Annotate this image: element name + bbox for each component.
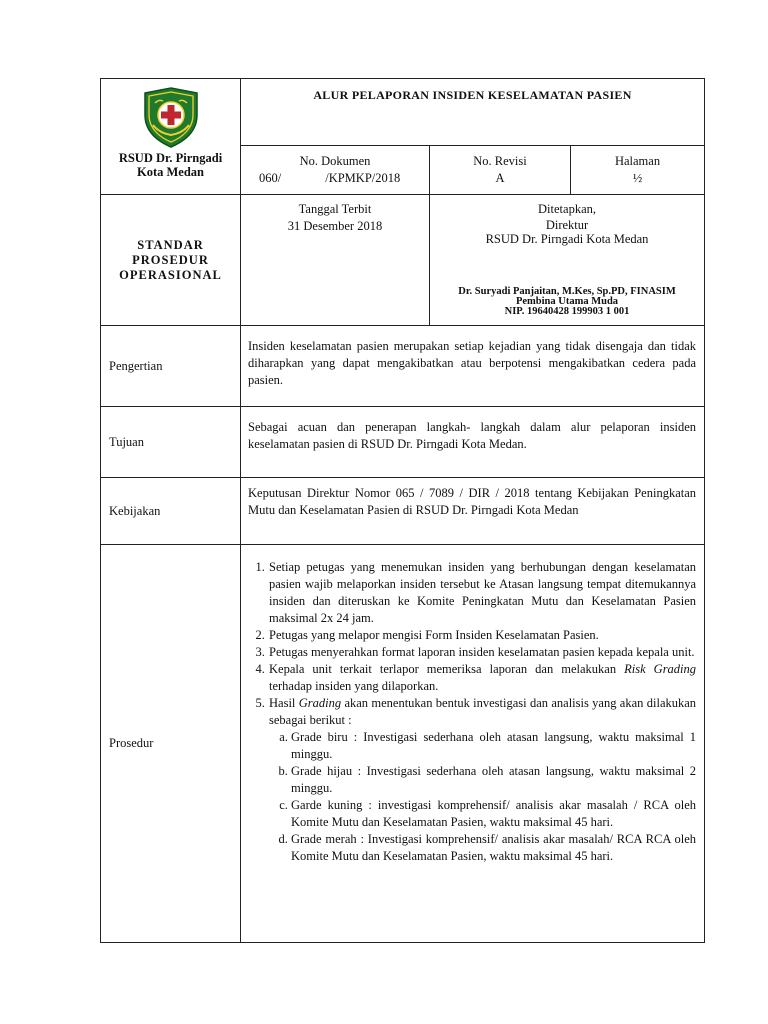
sop-line1: STANDAR: [137, 237, 204, 252]
logo-cell: [101, 79, 241, 195]
doc-number-cell: [241, 146, 430, 195]
kebijakan-text: Keputusan Direktur Nomor 065 / 7089 / DIR / 2018 tentang Kebijakan Peningkatan Mutu dan Keselamatan Pasien di RSUD Dr. Pirngadi Kota Medan: [241, 478, 705, 545]
doc-number-suffix: /KPMKP/2018: [325, 171, 401, 185]
tujuan-label: Tujuan: [101, 407, 241, 478]
issue-date: 31 Desember 2018: [287, 219, 383, 233]
organization-line2: Kota Medan: [136, 165, 204, 179]
step4-text-after: terhadap insiden yang dilaporkan.: [269, 679, 439, 693]
organization-line1: RSUD Dr. Pirngadi: [118, 151, 223, 165]
sop-line3: OPERASIONAL: [119, 267, 222, 282]
step3-text: Petugas menyerahkan format laporan insiden keselamatan pasien kepada kepala unit.: [269, 645, 695, 659]
step2-text: Petugas yang melapor mengisi Form Insiden Keselamatan Pasien.: [269, 628, 599, 642]
prosedur-label: Prosedur: [101, 545, 241, 943]
grade-item-merah: d. Grade merah : Investigasi komprehensif/ analisis akar masalah/ RCA RCA oleh Komite Mutu dan Keselamatan Pasien, waktu maksimal 45 hari.: [291, 831, 696, 865]
revision-cell: [430, 146, 571, 195]
pengertian-label: Pengertian: [101, 326, 241, 407]
document-title: ALUR PELAPORAN INSIDEN KESELAMATAN PASIEN: [241, 79, 705, 146]
sop-table: [100, 78, 705, 943]
issue-label: Tanggal Terbit: [298, 202, 372, 216]
signer-nip: NIP. 19640428 199903 1 001: [504, 306, 630, 317]
doc-number-value: [241, 170, 429, 187]
step5-italic: Grading: [298, 696, 342, 710]
step5-text-before: Hasil: [269, 696, 299, 710]
procedure-step-4: [268, 661, 696, 695]
pengertian-text: Insiden keselamatan pasien merupakan setiap kejadian yang tidak disengaja dan tidak diharapkan yang dapat mengakibatkan atau berpotensi mengakibatkan cedera pada pasien.: [241, 326, 705, 407]
revision-label: No. Revisi: [473, 154, 527, 168]
organization-name: [101, 151, 240, 179]
approved-line2: Direktur: [545, 218, 589, 232]
procedure-steps: [248, 559, 696, 865]
grade-item-hijau: b. Grade hijau : Investigasi sederhana oleh atasan langsung, waktu maksimal 2 minggu.: [291, 763, 696, 797]
tujuan-text: Sebagai acuan dan penerapan langkah- langkah dalam alur pelaporan insiden keselamatan pasien di RSUD Dr. Pirngadi Kota Medan.: [241, 407, 705, 478]
procedure-step-5: [268, 695, 696, 865]
page-label: Halaman: [614, 154, 661, 168]
doc-number-prefix: 060/: [259, 171, 282, 185]
sop-document: [100, 78, 704, 943]
grade-item-kuning: c. Garde kuning : investigasi komprehensif/ analisis akar masalah / RCA oleh Komite Mutu dan Keselamatan Pasien, waktu maksimal 45 hari.: [291, 797, 696, 831]
page-value: ½: [632, 171, 643, 185]
step5-text-after: akan menentukan bentuk investigasi dan analisis yang akan dilakukan sebagai berikut :: [269, 696, 697, 727]
kebijakan-label: Kebijakan: [101, 478, 241, 545]
procedure-step-1: [268, 559, 696, 627]
step4-italic: Risk Grading: [624, 662, 697, 676]
step1-text: Setiap petugas yang menemukan insiden yang berhubungan dengan keselamatan pasien wajib melaporkan insiden tersebut ke Atasan langsung tempat ditemukannya insiden dan diteruskan ke Komite Peningkatan Mutu dan Keselamatan Pasien maksimal 2x 24 jam.: [269, 560, 697, 625]
signer-name: Dr. Suryadi Panjaitan, M.Kes, Sp.PD, FINASIM: [458, 286, 676, 297]
hospital-shield-logo-icon: [139, 85, 203, 149]
step4-text-before: Kepala unit terkait terlapor memeriksa laporan dan melakukan: [269, 662, 625, 676]
procedure-step-2: [268, 627, 696, 644]
approved-line3: RSUD Dr. Pirngadi Kota Medan: [485, 232, 649, 246]
grade-list: [269, 729, 696, 865]
signer-rank: Pembina Utama Muda: [515, 296, 619, 307]
revision-value: A: [495, 171, 505, 185]
procedure-step-3: [268, 644, 696, 661]
issue-date-cell: [241, 195, 430, 326]
approved-line1: Ditetapkan,: [538, 202, 596, 216]
doc-number-label: No. Dokumen: [299, 154, 371, 168]
prosedur-content: [241, 545, 705, 943]
approval-cell: [430, 195, 705, 326]
page-cell: [571, 146, 705, 195]
sop-label-cell: [101, 195, 241, 326]
sop-line2: PROSEDUR: [132, 252, 209, 267]
grade-item-biru: a. Grade biru : Investigasi sederhana oleh atasan langsung, waktu maksimal 1 minggu.: [291, 729, 696, 763]
